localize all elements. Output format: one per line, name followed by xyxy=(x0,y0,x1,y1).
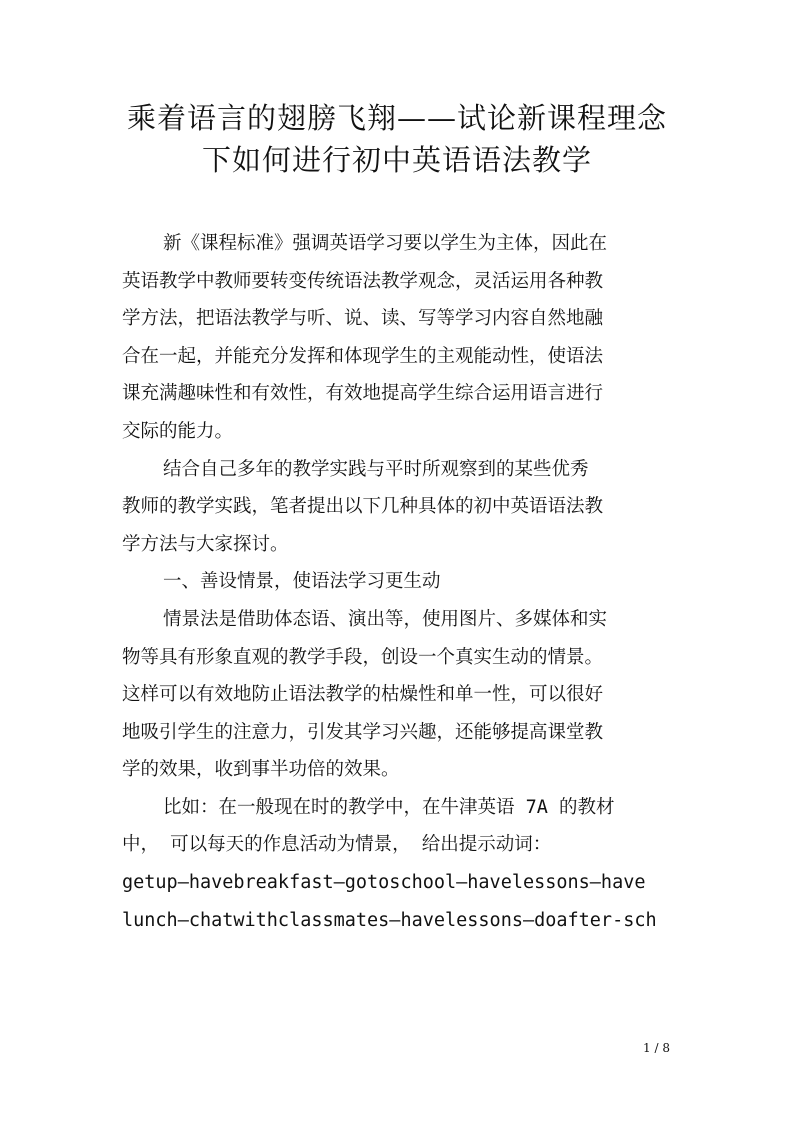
paragraph-3-line-4: 地吸引学生的注意力，引发其学习兴趣，还能够提高课堂教 xyxy=(122,722,604,743)
paragraph-1-line-4: 合在一起，并能充分发挥和体现学生的主观能动性，使语法 xyxy=(122,346,604,367)
paragraph-1-line-3: 学方法，把语法教学与听、说、读、写等学习内容自然地融 xyxy=(122,308,604,329)
document-title-line-2: 下如何进行初中英语语法教学 xyxy=(201,143,592,177)
paragraph-4-line-4: lunch—chatwithclassmates—havelessons—doafter-sch xyxy=(122,910,657,931)
paragraph-2-line-2: 教师的教学实践，笔者提出以下几种具体的初中英语语法教 xyxy=(122,496,604,517)
paragraph-1-line-6: 交际的能力。 xyxy=(122,421,234,442)
paragraph-4-line-1: 比如：在一般现在时的教学中，在牛津英语 7A 的教材 xyxy=(163,797,615,818)
paragraph-1-line-5: 课充满趣味性和有效性，有效地提高学生综合运用语言进行 xyxy=(122,383,604,404)
paragraph-3-line-2: 物等具有形象直观的教学手段，创设一个真实生动的情景。 xyxy=(122,647,604,668)
paragraph-3-line-5: 学的效果，收到事半功倍的效果。 xyxy=(122,759,400,780)
document-title-line-1: 乘着语言的翅膀飞翔——试论新课程理念 xyxy=(126,101,667,135)
section-heading-1: 一、善设情景，使语法学习更生动 xyxy=(163,571,441,592)
paragraph-3-line-1: 情景法是借助体态语、演出等，使用图片、多媒体和实 xyxy=(163,609,608,630)
paragraph-3-line-3: 这样可以有效地防止语法教学的枯燥性和单一性，可以很好 xyxy=(122,684,604,705)
paragraph-1-line-1: 新《课程标准》强调英语学习要以学生为主体，因此在 xyxy=(163,233,608,254)
paragraph-2-line-1: 结合自己多年的教学实践与平时所观察到的某些优秀 xyxy=(163,459,589,480)
paragraph-1-line-2: 英语教学中教师要转变传统语法教学观念，灵活运用各种教 xyxy=(122,271,604,292)
paragraph-4-line-3: getup—havebreakfast—gotoschool—havelessons—have xyxy=(122,872,646,893)
page-number: 1 / 8 xyxy=(643,1041,670,1055)
paragraph-4-line-2: 中， 可以每天的作息活动为情景， 给出提示动词： xyxy=(122,834,552,855)
paragraph-2-line-3: 学方法与大家探讨。 xyxy=(122,534,289,555)
